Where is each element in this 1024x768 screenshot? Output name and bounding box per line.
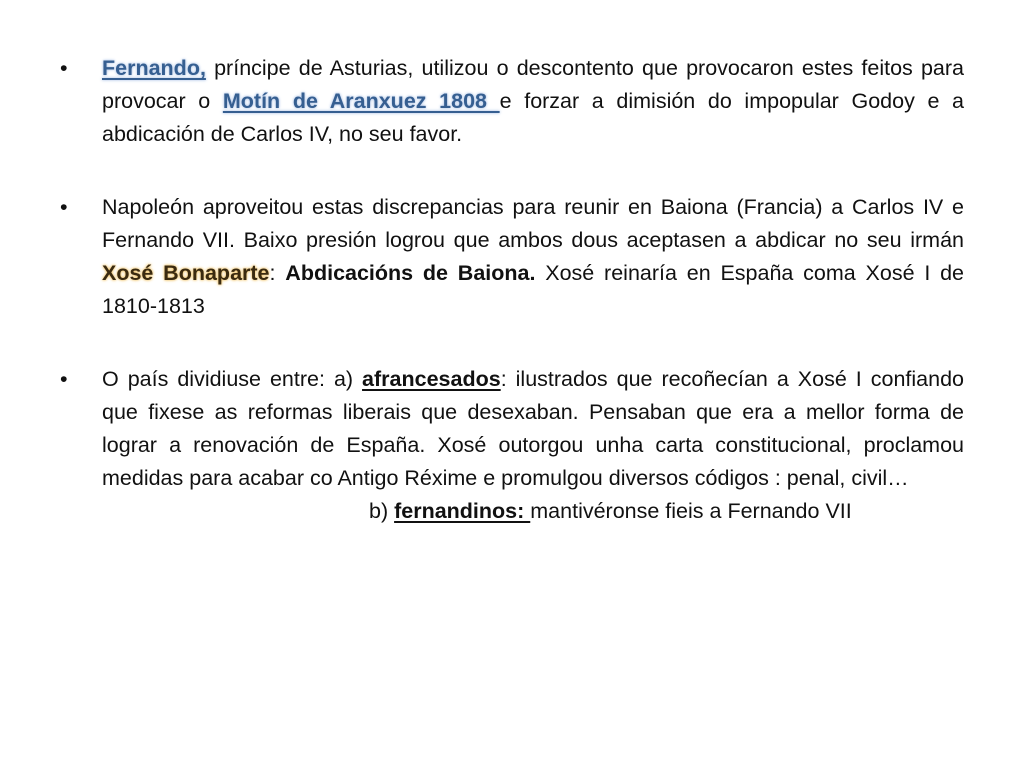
bullet-item-napoleon [60,191,964,323]
bold-abdicacions: Abdicacións de Baiona. [285,261,536,285]
bullet-list [60,52,964,528]
text-segment: b) [369,499,395,523]
text-segment: e forzar a dimisión do impopular Godoy e a abdicación de Carlos IV, no seu favor. [102,89,964,146]
term-fernandinos: fernandinos: [394,499,531,523]
term-afrancesados: afrancesados [362,367,501,391]
text-segment: : [269,261,286,285]
highlight-fernando: Fernando, [102,56,206,80]
text-segment: O país dividiuse entre: a) [102,367,363,391]
highlight-motin-aranxuez: Motín de Aranxuez 1808 [222,89,500,113]
text-segment: : ilustrados que recoñecían a Xosé I confiando que fixese as reformas liberais que desexaban. Pensaban que era a mellor forma de lograr a renovación de España. Xosé outorgou unha carta constitucional, proclamou medidas para acabar co Antigo Réxime e promulgou diversos códigos : penal, civil… [102,367,964,490]
text-segment: Xosé reinaría en España coma Xosé I de 1810-1813 [102,261,965,318]
highlight-xose-bonaparte: Xosé Bonaparte [102,261,270,285]
text-segment: Napoleón aproveitou estas discrepancias para reunir en Baiona (Francia) a Carlos IV e Fernando VII. Baixo presión logrou que ambos dous aceptasen a abdicar no seu irmán [102,195,964,252]
text-segment: mantivéronse fieis a Fernando VII [530,499,852,523]
bullet-marker: • [60,56,68,80]
text-segment: príncipe de Asturias, utilizou o descontento que provocaron estes feitos para provocar o [102,56,964,113]
bullet-marker: • [60,195,68,219]
bullet-item-fernando [60,52,964,151]
bullet-marker: • [60,367,68,391]
sub-line-fernandinos [102,495,964,528]
bullet-item-pais [60,363,964,528]
